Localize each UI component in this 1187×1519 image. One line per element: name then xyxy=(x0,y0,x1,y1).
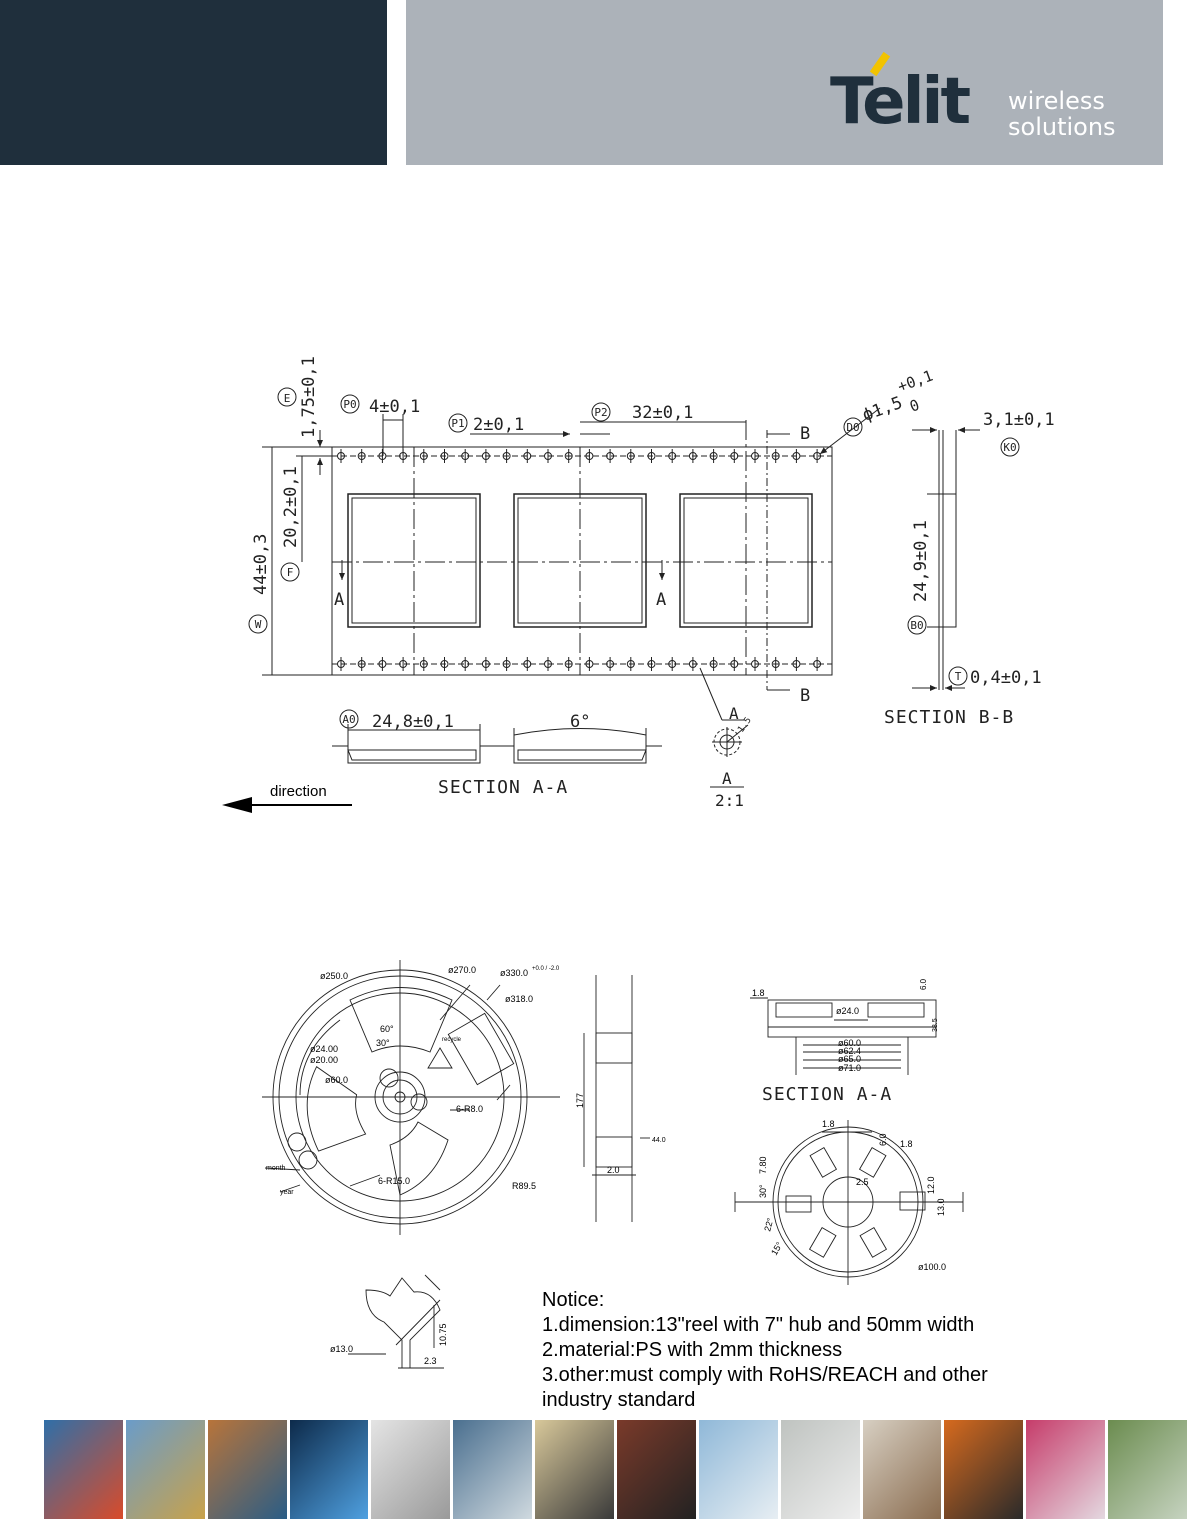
reel-recycle-label: recycle xyxy=(442,1037,462,1043)
notice-line-1: 1.dimension:13"reel with 7" hub and 50mm width xyxy=(542,1314,975,1336)
tagline-line-2: solutions xyxy=(1008,113,1116,141)
reel-side-labels xyxy=(575,1093,666,1175)
scooter-photo xyxy=(453,1420,532,1519)
detail-radius: 1.5 xyxy=(736,715,754,735)
key-d13: ø13.0 xyxy=(330,1344,354,1354)
footer-photo-strip xyxy=(44,1420,1187,1519)
dim-w-value: 44±0,3 xyxy=(251,533,271,595)
hub-sec-side: 38.5 xyxy=(932,1018,939,1032)
hub-sec-d71: ø71.0 xyxy=(838,1063,862,1073)
dim-p0-tag: P0 xyxy=(343,398,357,411)
section-mark-a-right: A xyxy=(656,590,667,610)
reel-d330-tol: +0.0 / -2.0 xyxy=(532,966,560,972)
card-reader-photo xyxy=(535,1420,614,1519)
dim-f-value: 20,2±0,1 xyxy=(281,466,301,548)
reel-r89: R89.5 xyxy=(512,1181,537,1191)
keyboard-photo xyxy=(371,1420,450,1519)
direction-arrow xyxy=(222,783,352,813)
phone-sign-photo xyxy=(126,1420,205,1519)
hub-sec-1-8: 1.8 xyxy=(752,988,765,998)
hub-top-1-8b: 1.8 xyxy=(900,1139,913,1149)
keyhole-detail xyxy=(348,1275,444,1368)
dim-b0-value: 24,9±0,1 xyxy=(911,520,931,602)
reel-angle-30: 30° xyxy=(376,1038,390,1048)
hub-top-d100: ø100.0 xyxy=(918,1262,947,1272)
dim-d0-tag: D0 xyxy=(846,421,860,434)
hub-sec-6: 6.0 xyxy=(919,978,928,990)
reel-d330: ø330.0 xyxy=(500,968,529,978)
vending-photo xyxy=(617,1420,696,1519)
detail-scale: 2:1 xyxy=(715,791,744,810)
dim-t-tag: T xyxy=(954,670,962,683)
notice-block xyxy=(542,1288,988,1413)
section-a-a-title: SECTION A-A xyxy=(438,777,569,798)
hub-top-12: 12.0 xyxy=(926,1176,936,1194)
reel-front-labels xyxy=(266,965,560,1196)
camera-photo xyxy=(1108,1420,1187,1519)
hub-top-view xyxy=(735,1120,963,1285)
hub-sec-d65: ø65.0 xyxy=(838,1054,862,1064)
notice-line-3: 3.other:must comply with RoHS/REACH and other xyxy=(542,1364,988,1386)
hub-section-title: SECTION A-A xyxy=(762,1084,893,1105)
reel-side-gap: 44.0 xyxy=(652,1137,666,1144)
dim-angle: 6° xyxy=(570,712,591,732)
dim-k0-tag: K0 xyxy=(1003,441,1017,454)
hub-section-labels xyxy=(752,978,939,1105)
reel-d318: ø318.0 xyxy=(505,994,534,1004)
hub-top-30: 30° xyxy=(758,1184,768,1198)
dim-a0-tag: A0 xyxy=(342,713,356,726)
reel-year-label: year xyxy=(280,1189,294,1196)
reel-side-177: 177 xyxy=(575,1092,585,1108)
hub-top-7-80: 7.80 xyxy=(758,1156,768,1174)
dim-p2-value: 32±0,1 xyxy=(632,403,694,423)
dim-t-value: 0,4±0,1 xyxy=(970,668,1042,688)
window-photo xyxy=(863,1420,942,1519)
dim-w-tag: W xyxy=(254,618,262,631)
reel-d250: ø250.0 xyxy=(320,971,349,981)
notice-title: Notice: xyxy=(542,1289,605,1311)
section-mark-b-bottom: B xyxy=(800,686,811,706)
dim-e-tag: E xyxy=(283,392,291,405)
detail-a-mark: A xyxy=(729,704,739,723)
hub-sec-d24: ø24.0 xyxy=(836,1006,860,1016)
wind-turbine-photo xyxy=(699,1420,778,1519)
dim-f-tag: F xyxy=(286,566,294,579)
train-photo xyxy=(944,1420,1023,1519)
containers-photo xyxy=(208,1420,287,1519)
reel-d24: ø24.00 xyxy=(310,1044,339,1054)
detail-a-mark-2: A xyxy=(722,769,732,788)
hub-top-6: 6.0 xyxy=(878,1133,888,1146)
reel-r8: 6-R8.0 xyxy=(456,1104,484,1114)
notice-line-2: 2.material:PS with 2mm thickness xyxy=(542,1339,843,1361)
dim-p1-tag: P1 xyxy=(451,417,465,430)
reel-side-2: 2.0 xyxy=(607,1165,620,1175)
reel-d60: ø60.0 xyxy=(325,1075,349,1085)
dim-k0-value: 3,1±0,1 xyxy=(983,410,1055,430)
keyhole-labels xyxy=(330,1323,448,1366)
notice-line-4: industry standard xyxy=(542,1389,696,1411)
logo-wordmark: Telit xyxy=(830,65,969,139)
key-2-3: 2.3 xyxy=(424,1356,437,1366)
key-10-75: 10.75 xyxy=(438,1323,448,1346)
dim-e-value: 1,75±0,1 xyxy=(299,356,319,438)
dim-d0-value: ϕ1,5 xyxy=(859,392,906,426)
detail-a-labels xyxy=(715,704,754,810)
dim-a0-value: 24,8±0,1 xyxy=(372,712,454,732)
section-a-a-tape-labels xyxy=(340,710,590,798)
section-b-b-labels xyxy=(884,410,1055,728)
dim-d0-tol-plus: +0,1 xyxy=(895,366,936,396)
industrial-photo xyxy=(1026,1420,1105,1519)
dim-p1-value: 2±0,1 xyxy=(473,415,525,435)
hub-top-15: 15° xyxy=(769,1240,785,1257)
direction-label: direction xyxy=(270,783,327,800)
hub-top-22: 22° xyxy=(762,1216,776,1233)
tagline-line-1: wireless xyxy=(1008,87,1105,115)
section-mark-a-left: A xyxy=(334,590,345,610)
hub-top-1-8: 1.8 xyxy=(822,1119,835,1129)
hub-top-13: 13.0 xyxy=(936,1198,946,1216)
carrier-tape-top-view xyxy=(262,408,880,720)
dim-d0-tol-minus: 0 xyxy=(907,395,922,416)
reel-month-label: month xyxy=(266,1165,286,1172)
hub-sec-d60: ø60.0 xyxy=(838,1038,862,1048)
reel-r15: 6-R15.0 xyxy=(378,1176,411,1186)
reel-d20: ø20.00 xyxy=(310,1055,339,1065)
hub-top-2-5: 2.5 xyxy=(856,1177,869,1187)
dim-p0-value: 4±0,1 xyxy=(369,397,421,417)
reel-side-view xyxy=(584,975,650,1222)
dim-p2-tag: P2 xyxy=(594,406,608,419)
digital-clock-photo xyxy=(290,1420,369,1519)
hub-sec-d62: ø62.4 xyxy=(838,1046,862,1056)
section-b-b-title: SECTION B-B xyxy=(884,707,1015,728)
meter-photo xyxy=(781,1420,860,1519)
dim-b0-tag: B0 xyxy=(910,619,924,632)
reel-d270: ø270.0 xyxy=(448,965,477,975)
section-mark-b-top: B xyxy=(800,424,811,444)
reel-angle-60: 60° xyxy=(380,1024,394,1034)
traffic-photo xyxy=(44,1420,123,1519)
